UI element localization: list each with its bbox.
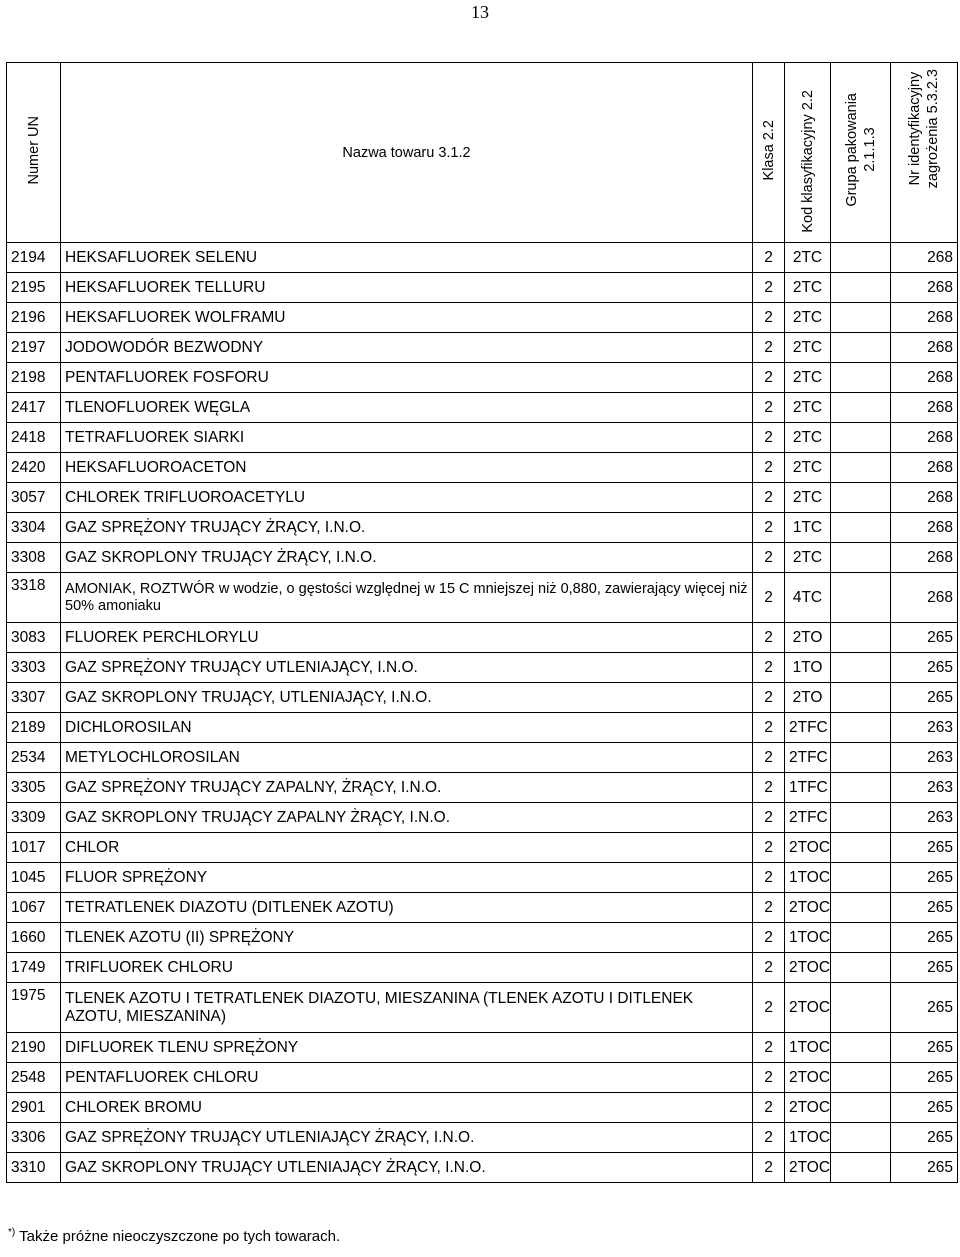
un-cell: 1067 (7, 893, 61, 923)
class-cell: 2 (753, 513, 785, 543)
name-cell: HEKSAFLUOROACETON (61, 453, 753, 483)
packing-group-cell (831, 303, 891, 333)
name-cell: TLENOFLUOREK WĘGLA (61, 393, 753, 423)
class-cell: 2 (753, 653, 785, 683)
class-cell: 2 (753, 543, 785, 573)
code-cell: 2TOC (785, 893, 831, 923)
packing-group-cell (831, 683, 891, 713)
code-cell: 1TOC (785, 1033, 831, 1063)
class-cell: 2 (753, 983, 785, 1033)
un-cell: 2197 (7, 333, 61, 363)
class-cell: 2 (753, 953, 785, 983)
name-cell: METYLOCHLOROSILAN (61, 743, 753, 773)
un-cell: 2196 (7, 303, 61, 333)
name-cell: HEKSAFLUOREK TELLURU (61, 273, 753, 303)
packing-group-cell (831, 423, 891, 453)
hazard-id-cell: 268 (891, 243, 958, 273)
hazard-id-cell: 265 (891, 863, 958, 893)
class-cell: 2 (753, 713, 785, 743)
un-cell: 3083 (7, 623, 61, 653)
packing-group-cell (831, 1093, 891, 1123)
name-cell: GAZ SKROPLONY TRUJĄCY, UTLENIAJĄCY, I.N.O. (61, 683, 753, 713)
table-row (7, 513, 958, 543)
class-cell: 2 (753, 483, 785, 513)
hazard-id-cell: 268 (891, 363, 958, 393)
table-row (7, 363, 958, 393)
un-cell: 3307 (7, 683, 61, 713)
class-cell: 2 (753, 1093, 785, 1123)
un-cell: 2195 (7, 273, 61, 303)
hazard-id-cell: 263 (891, 803, 958, 833)
code-cell: 2TOC (785, 953, 831, 983)
hazard-id-cell: 263 (891, 713, 958, 743)
table-row (7, 1063, 958, 1093)
table-row (7, 423, 958, 453)
un-cell: 3318 (7, 573, 61, 623)
table-row (7, 1033, 958, 1063)
table-row (7, 863, 958, 893)
un-cell: 3305 (7, 773, 61, 803)
table-row (7, 803, 958, 833)
table-row (7, 713, 958, 743)
code-cell: 2TOC (785, 1063, 831, 1093)
table-row (7, 273, 958, 303)
packing-group-cell (831, 1153, 891, 1183)
hazard-id-cell: 265 (891, 623, 958, 653)
packing-group-cell (831, 363, 891, 393)
class-cell: 2 (753, 803, 785, 833)
hazard-id-cell: 265 (891, 1093, 958, 1123)
hazard-id-cell: 265 (891, 1063, 958, 1093)
class-cell: 2 (753, 1063, 785, 1093)
code-cell: 1TOC (785, 863, 831, 893)
table-row (7, 653, 958, 683)
header-code: Kod klasyfikacyjny 2.2 (785, 63, 831, 243)
name-cell: GAZ SKROPLONY TRUJĄCY ZAPALNY ŻRĄCY, I.N.O. (61, 803, 753, 833)
name-cell: TETRATLENEK DIAZOTU (DITLENEK AZOTU) (61, 893, 753, 923)
header-un: Numer UN (7, 63, 61, 243)
class-cell: 2 (753, 573, 785, 623)
code-cell: 1TOC (785, 923, 831, 953)
class-cell: 2 (753, 303, 785, 333)
table-row (7, 543, 958, 573)
header-hazard-id: Nr identyfikacyjny zagrożenia 5.3.2.3 (891, 63, 958, 243)
name-cell: TLENEK AZOTU I TETRATLENEK DIAZOTU, MIESZANINA (TLENEK AZOTU I DITLENEK AZOTU, MIESZANINA) (61, 983, 753, 1033)
un-cell: 1749 (7, 953, 61, 983)
table-row (7, 983, 958, 1033)
un-cell: 3303 (7, 653, 61, 683)
un-cell: 3309 (7, 803, 61, 833)
packing-group-cell (831, 1123, 891, 1153)
class-cell: 2 (753, 623, 785, 653)
hazard-id-cell: 265 (891, 893, 958, 923)
code-cell: 2TC (785, 273, 831, 303)
hazard-id-cell: 263 (891, 743, 958, 773)
hazard-id-cell: 268 (891, 543, 958, 573)
un-cell: 2190 (7, 1033, 61, 1063)
code-cell: 4TC (785, 573, 831, 623)
page-number: 13 (471, 2, 489, 22)
hazard-id-cell: 265 (891, 653, 958, 683)
hazard-id-cell: 265 (891, 923, 958, 953)
packing-group-cell (831, 273, 891, 303)
code-cell: 1TC (785, 513, 831, 543)
hazard-id-cell: 265 (891, 683, 958, 713)
packing-group-cell (831, 713, 891, 743)
name-cell: PENTAFLUOREK CHLORU (61, 1063, 753, 1093)
code-cell: 2TOC (785, 833, 831, 863)
packing-group-cell (831, 893, 891, 923)
packing-group-cell (831, 803, 891, 833)
code-cell: 2TO (785, 683, 831, 713)
un-cell: 2534 (7, 743, 61, 773)
table-row (7, 953, 958, 983)
code-cell: 2TO (785, 623, 831, 653)
name-cell: CHLOR (61, 833, 753, 863)
header-class: Klasa 2.2 (753, 63, 785, 243)
packing-group-cell (831, 483, 891, 513)
name-cell: GAZ SPRĘŻONY TRUJĄCY ŻRĄCY, I.N.O. (61, 513, 753, 543)
name-cell: CHLOREK TRIFLUOROACETYLU (61, 483, 753, 513)
class-cell: 2 (753, 243, 785, 273)
class-cell: 2 (753, 363, 785, 393)
hazard-id-cell: 265 (891, 953, 958, 983)
class-cell: 2 (753, 333, 785, 363)
name-cell: AMONIAK, ROZTWÓR w wodzie, o gęstości względnej w 15 C mniejszej niż 0,880, zawierający więcej niż 50% amoniaku (61, 573, 753, 623)
code-cell: 2TFC (785, 743, 831, 773)
table-row (7, 923, 958, 953)
packing-group-cell (831, 653, 891, 683)
packing-group-cell (831, 923, 891, 953)
packing-group-cell (831, 953, 891, 983)
code-cell: 2TOC (785, 1153, 831, 1183)
class-cell: 2 (753, 453, 785, 483)
un-cell: 2417 (7, 393, 61, 423)
hazard-id-cell: 265 (891, 983, 958, 1033)
packing-group-cell (831, 833, 891, 863)
name-cell: FLUOREK PERCHLORYLU (61, 623, 753, 653)
header-name: Nazwa towaru 3.1.2 (61, 63, 753, 243)
name-cell: GAZ SPRĘŻONY TRUJĄCY ZAPALNY, ŻRĄCY, I.N.O. (61, 773, 753, 803)
un-cell: 3310 (7, 1153, 61, 1183)
code-cell: 2TC (785, 453, 831, 483)
class-cell: 2 (753, 683, 785, 713)
un-cell: 2194 (7, 243, 61, 273)
class-cell: 2 (753, 893, 785, 923)
table-row (7, 1093, 958, 1123)
code-cell: 2TC (785, 393, 831, 423)
packing-group-cell (831, 983, 891, 1033)
code-cell: 1TOC (785, 1123, 831, 1153)
un-cell: 2901 (7, 1093, 61, 1123)
class-cell: 2 (753, 1033, 785, 1063)
table-row (7, 303, 958, 333)
hazard-id-cell: 265 (891, 1033, 958, 1063)
code-cell: 1TO (785, 653, 831, 683)
table-row (7, 573, 958, 623)
code-cell: 1TFC (785, 773, 831, 803)
code-cell: 2TC (785, 423, 831, 453)
un-cell: 2548 (7, 1063, 61, 1093)
hazard-id-cell: 268 (891, 273, 958, 303)
un-cell: 3306 (7, 1123, 61, 1153)
name-cell: CHLOREK BROMU (61, 1093, 753, 1123)
code-cell: 2TC (785, 483, 831, 513)
un-cell: 1017 (7, 833, 61, 863)
header-packing-group: Grupa pakowania 2.1.1.3 (831, 63, 891, 243)
un-cell: 2420 (7, 453, 61, 483)
class-cell: 2 (753, 273, 785, 303)
name-cell: GAZ SPRĘŻONY TRUJĄCY UTLENIAJĄCY, I.N.O. (61, 653, 753, 683)
class-cell: 2 (753, 423, 785, 453)
un-cell: 3057 (7, 483, 61, 513)
packing-group-cell (831, 1063, 891, 1093)
code-cell: 2TC (785, 543, 831, 573)
table-row (7, 743, 958, 773)
table-row (7, 773, 958, 803)
footnote-mark: *) (8, 1227, 16, 1238)
table-row (7, 833, 958, 863)
class-cell: 2 (753, 1123, 785, 1153)
code-cell: 2TC (785, 303, 831, 333)
table-body (7, 243, 958, 1183)
hazard-id-cell: 268 (891, 423, 958, 453)
code-cell: 2TC (785, 363, 831, 393)
hazard-id-cell: 265 (891, 1153, 958, 1183)
table-header-row (7, 63, 958, 243)
name-cell: FLUOR SPRĘŻONY (61, 863, 753, 893)
dangerous-goods-table (6, 62, 958, 1183)
class-cell: 2 (753, 743, 785, 773)
class-cell: 2 (753, 773, 785, 803)
table-row (7, 893, 958, 923)
hazard-id-cell: 268 (891, 303, 958, 333)
un-cell: 1045 (7, 863, 61, 893)
class-cell: 2 (753, 863, 785, 893)
code-cell: 2TFC (785, 803, 831, 833)
name-cell: DICHLOROSILAN (61, 713, 753, 743)
packing-group-cell (831, 243, 891, 273)
un-cell: 2418 (7, 423, 61, 453)
un-cell: 3304 (7, 513, 61, 543)
table-row (7, 1123, 958, 1153)
hazard-id-cell: 268 (891, 333, 958, 363)
name-cell: HEKSAFLUOREK SELENU (61, 243, 753, 273)
footnote-text: Także próżne nieoczyszczone po tych towarach. (15, 1228, 341, 1245)
packing-group-cell (831, 513, 891, 543)
code-cell: 2TOC (785, 1093, 831, 1123)
un-cell: 3308 (7, 543, 61, 573)
code-cell: 2TC (785, 333, 831, 363)
table-row (7, 393, 958, 423)
table-row (7, 243, 958, 273)
un-cell: 1975 (7, 983, 61, 1033)
un-cell: 1660 (7, 923, 61, 953)
table-row (7, 623, 958, 653)
packing-group-cell (831, 333, 891, 363)
packing-group-cell (831, 623, 891, 653)
packing-group-cell (831, 743, 891, 773)
packing-group-cell (831, 543, 891, 573)
name-cell: TLENEK AZOTU (II) SPRĘŻONY (61, 923, 753, 953)
packing-group-cell (831, 773, 891, 803)
un-cell: 2198 (7, 363, 61, 393)
packing-group-cell (831, 573, 891, 623)
name-cell: TRIFLUOREK CHLORU (61, 953, 753, 983)
code-cell: 2TOC (785, 983, 831, 1033)
name-cell: GAZ SKROPLONY TRUJĄCY UTLENIAJĄCY ŻRĄCY, I.N.O. (61, 1153, 753, 1183)
hazard-id-cell: 268 (891, 453, 958, 483)
packing-group-cell (831, 393, 891, 423)
name-cell: PENTAFLUOREK FOSFORU (61, 363, 753, 393)
packing-group-cell (831, 1033, 891, 1063)
un-cell: 2189 (7, 713, 61, 743)
name-cell: GAZ SKROPLONY TRUJĄCY ŻRĄCY, I.N.O. (61, 543, 753, 573)
class-cell: 2 (753, 393, 785, 423)
class-cell: 2 (753, 923, 785, 953)
name-cell: HEKSAFLUOREK WOLFRAMU (61, 303, 753, 333)
code-cell: 2TC (785, 243, 831, 273)
hazard-id-cell: 265 (891, 1123, 958, 1153)
table-row (7, 333, 958, 363)
packing-group-cell (831, 863, 891, 893)
hazard-id-cell: 268 (891, 513, 958, 543)
name-cell: DIFLUOREK TLENU SPRĘŻONY (61, 1033, 753, 1063)
name-cell: TETRAFLUOREK SIARKI (61, 423, 753, 453)
footnote (8, 1227, 340, 1245)
name-cell: GAZ SPRĘŻONY TRUJĄCY UTLENIAJĄCY ŻRĄCY, I.N.O. (61, 1123, 753, 1153)
hazard-id-cell: 268 (891, 573, 958, 623)
class-cell: 2 (753, 833, 785, 863)
hazard-id-cell: 263 (891, 773, 958, 803)
packing-group-cell (831, 453, 891, 483)
table-row (7, 683, 958, 713)
class-cell: 2 (753, 1153, 785, 1183)
hazard-id-cell: 268 (891, 483, 958, 513)
table-row (7, 453, 958, 483)
hazard-id-cell: 265 (891, 833, 958, 863)
name-cell: JODOWODÓR BEZWODNY (61, 333, 753, 363)
table-row (7, 483, 958, 513)
hazard-id-cell: 268 (891, 393, 958, 423)
code-cell: 2TFC (785, 713, 831, 743)
table-row (7, 1153, 958, 1183)
